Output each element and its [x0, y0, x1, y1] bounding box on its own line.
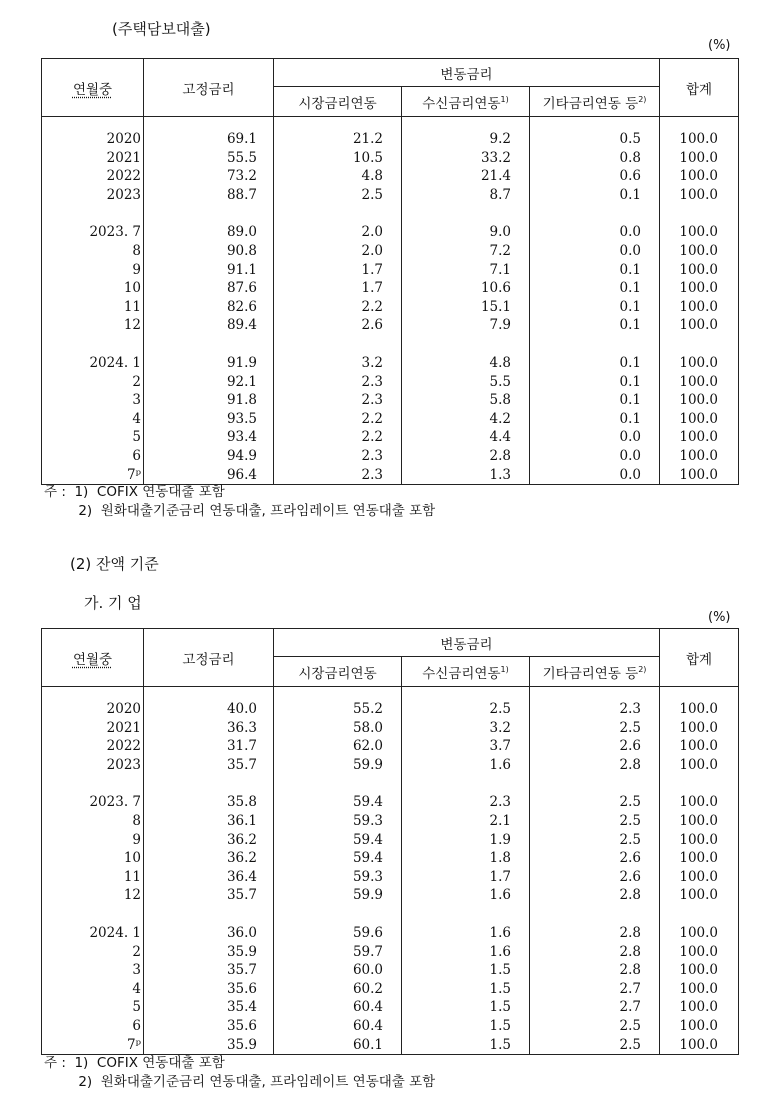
cell-fixed: 35.6: [144, 980, 274, 999]
header-market: 시장금리연동: [274, 657, 402, 687]
cell-fixed: 35.4: [144, 998, 274, 1017]
section1-note-1: 주 : 1) COFIX 연동대출 포함: [44, 484, 225, 500]
cell-period: 9: [42, 261, 144, 280]
cell-deposit: 1.5: [402, 1017, 530, 1036]
cell-deposit: 1.3: [402, 466, 530, 485]
cell-other: 0.0: [530, 428, 660, 447]
cell-period: 2023: [42, 756, 144, 775]
section1-title: (주택담보대출): [112, 20, 211, 38]
cell-other: 2.5: [530, 1017, 660, 1036]
cell-other: 0.1: [530, 298, 660, 317]
cell-total: 100.0: [660, 391, 739, 410]
table-row: [42, 186, 739, 205]
cell-fixed: 91.1: [144, 261, 274, 280]
header-other: 기타금리연동 등$^{2)}$: [530, 87, 660, 117]
cell-market: 59.3: [274, 812, 402, 831]
cell-fixed: 87.6: [144, 279, 274, 298]
footnote-1-mark: 1): [500, 664, 509, 674]
table-row: [42, 316, 739, 335]
spacer-row: [42, 905, 739, 924]
cell-market: 59.4: [274, 793, 402, 812]
cell-fixed: 36.3: [144, 719, 274, 738]
cell-market: 60.0: [274, 961, 402, 980]
cell-deposit: 1.5: [402, 998, 530, 1017]
table-row: [42, 849, 739, 868]
cell-deposit: 4.2: [402, 410, 530, 429]
cell-total: 100.0: [660, 1017, 739, 1036]
cell-fixed: 40.0: [144, 700, 274, 719]
cell-other: 2.8: [530, 924, 660, 943]
header-deposit: 수신금리연동$^{1)}$: [402, 657, 530, 687]
cell-total: 100.0: [660, 410, 739, 429]
cell-market: 10.5: [274, 149, 402, 168]
cell-deposit: 15.1: [402, 298, 530, 317]
cell-period: 6: [42, 1017, 144, 1036]
cell-period: 2023. 7: [42, 793, 144, 812]
cell-total: 100.0: [660, 849, 739, 868]
cell-period: 4: [42, 410, 144, 429]
cell-total: 100.0: [660, 428, 739, 447]
table-row: [42, 700, 739, 719]
cell-total: 100.0: [660, 886, 739, 905]
cell-fixed: 35.9: [144, 1036, 274, 1055]
cell-total: 100.0: [660, 466, 739, 485]
cell-period: 2022: [42, 167, 144, 186]
cell-market: 59.6: [274, 924, 402, 943]
spacer-row: [42, 335, 739, 354]
cell-deposit: 1.6: [402, 943, 530, 962]
cell-other: 2.5: [530, 793, 660, 812]
cell-other: 2.5: [530, 719, 660, 738]
cell-other: 2.7: [530, 998, 660, 1017]
table-row: [42, 130, 739, 149]
corporate-table: [41, 628, 739, 1055]
cell-other: 2.6: [530, 868, 660, 887]
cell-deposit: 1.5: [402, 980, 530, 999]
cell-other: 0.1: [530, 373, 660, 392]
mortgage-table: [41, 58, 739, 485]
table-row: [42, 998, 739, 1017]
cell-market: 60.1: [274, 1036, 402, 1055]
header-period: 연월중: [42, 629, 144, 687]
cell-other: 0.1: [530, 391, 660, 410]
cell-fixed: 35.7: [144, 961, 274, 980]
cell-deposit: 1.6: [402, 886, 530, 905]
cell-deposit: 5.8: [402, 391, 530, 410]
cell-market: 2.0: [274, 223, 402, 242]
cell-period: 2021: [42, 719, 144, 738]
table-row: [42, 447, 739, 466]
table-row: [42, 354, 739, 373]
cell-other: 2.8: [530, 756, 660, 775]
cell-period: 2024. 1: [42, 924, 144, 943]
cell-fixed: 36.4: [144, 868, 274, 887]
section1-unit: (%): [708, 38, 731, 53]
table-row: [42, 980, 739, 999]
table-row: [42, 410, 739, 429]
cell-period: 7ᵖ: [42, 466, 144, 485]
cell-period: 5: [42, 998, 144, 1017]
cell-other: 0.1: [530, 316, 660, 335]
cell-fixed: 91.8: [144, 391, 274, 410]
cell-period: 8: [42, 242, 144, 261]
header-other: 기타금리연동 등$^{2)}$: [530, 657, 660, 687]
cell-period: 11: [42, 298, 144, 317]
cell-total: 100.0: [660, 354, 739, 373]
cell-deposit: 1.8: [402, 849, 530, 868]
cell-deposit: 2.3: [402, 793, 530, 812]
table-row: [42, 943, 739, 962]
cell-deposit: 1.5: [402, 961, 530, 980]
table-row: [42, 831, 739, 850]
cell-market: 2.5: [274, 186, 402, 205]
header-fixed: 고정금리: [144, 59, 274, 117]
table-row: [42, 149, 739, 168]
cell-period: 2: [42, 373, 144, 392]
cell-fixed: 35.7: [144, 756, 274, 775]
cell-fixed: 35.7: [144, 886, 274, 905]
cell-deposit: 10.6: [402, 279, 530, 298]
section2-note-1: 주 : 1) COFIX 연동대출 포함: [44, 1055, 225, 1071]
cell-market: 2.3: [274, 447, 402, 466]
table-body: [42, 687, 739, 1055]
cell-other: 0.0: [530, 447, 660, 466]
header-period: 연월중: [42, 59, 144, 117]
table-row: [42, 812, 739, 831]
cell-deposit: 9.2: [402, 130, 530, 149]
cell-other: 0.0: [530, 466, 660, 485]
cell-fixed: 69.1: [144, 130, 274, 149]
cell-market: 60.2: [274, 980, 402, 999]
cell-period: 2020: [42, 130, 144, 149]
cell-market: 2.2: [274, 298, 402, 317]
spacer-row: [42, 204, 739, 223]
cell-total: 100.0: [660, 149, 739, 168]
table-row: [42, 737, 739, 756]
table-row: [42, 868, 739, 887]
cell-deposit: 1.5: [402, 1036, 530, 1055]
table-body: [42, 117, 739, 485]
cell-market: 59.7: [274, 943, 402, 962]
cell-fixed: 90.8: [144, 242, 274, 261]
footnote-2-mark: 2): [638, 664, 647, 674]
cell-other: 0.1: [530, 186, 660, 205]
cell-other: 2.5: [530, 1036, 660, 1055]
cell-deposit: 3.7: [402, 737, 530, 756]
cell-period: 2: [42, 943, 144, 962]
header-market: 시장금리연동: [274, 87, 402, 117]
cell-period: 7ᵖ: [42, 1036, 144, 1055]
cell-deposit: 21.4: [402, 167, 530, 186]
cell-fixed: 82.6: [144, 298, 274, 317]
cell-deposit: 1.6: [402, 756, 530, 775]
section2-unit: (%): [708, 610, 731, 625]
table-row: [42, 279, 739, 298]
cell-total: 100.0: [660, 223, 739, 242]
cell-other: 0.0: [530, 223, 660, 242]
cell-market: 60.4: [274, 998, 402, 1017]
cell-market: 59.4: [274, 831, 402, 850]
cell-deposit: 4.4: [402, 428, 530, 447]
cell-other: 0.8: [530, 149, 660, 168]
table-row: [42, 793, 739, 812]
cell-market: 2.2: [274, 428, 402, 447]
cell-fixed: 55.5: [144, 149, 274, 168]
cell-total: 100.0: [660, 130, 739, 149]
cell-total: 100.0: [660, 998, 739, 1017]
cell-total: 100.0: [660, 961, 739, 980]
cell-period: 10: [42, 849, 144, 868]
cell-market: 59.9: [274, 756, 402, 775]
table-row: [42, 1017, 739, 1036]
cell-other: 2.8: [530, 943, 660, 962]
cell-deposit: 4.8: [402, 354, 530, 373]
cell-other: 0.6: [530, 167, 660, 186]
header-total: 합계: [660, 629, 739, 687]
cell-total: 100.0: [660, 831, 739, 850]
table-row: [42, 924, 739, 943]
cell-market: 4.8: [274, 167, 402, 186]
cell-deposit: 7.1: [402, 261, 530, 280]
cell-market: 2.3: [274, 373, 402, 392]
cell-market: 21.2: [274, 130, 402, 149]
cell-deposit: 8.7: [402, 186, 530, 205]
header-floating: 변동금리: [274, 629, 660, 657]
cell-deposit: 3.2: [402, 719, 530, 738]
section2-note-2: 2) 원화대출기준금리 연동대출, 프라임레이트 연동대출 포함: [44, 1074, 436, 1090]
cell-market: 1.7: [274, 261, 402, 280]
table-row: [42, 298, 739, 317]
cell-fixed: 93.5: [144, 410, 274, 429]
cell-market: 3.2: [274, 354, 402, 373]
cell-fixed: 96.4: [144, 466, 274, 485]
cell-deposit: 2.5: [402, 700, 530, 719]
cell-other: 2.6: [530, 849, 660, 868]
cell-market: 59.9: [274, 886, 402, 905]
cell-total: 100.0: [660, 373, 739, 392]
cell-total: 100.0: [660, 1036, 739, 1055]
cell-market: 2.6: [274, 316, 402, 335]
cell-fixed: 35.8: [144, 793, 274, 812]
spacer-row: [42, 687, 739, 701]
cell-market: 2.2: [274, 410, 402, 429]
table-row: [42, 756, 739, 775]
cell-fixed: 36.1: [144, 812, 274, 831]
cell-total: 100.0: [660, 980, 739, 999]
cell-fixed: 36.2: [144, 849, 274, 868]
spacer-row: [42, 774, 739, 793]
cell-deposit: 9.0: [402, 223, 530, 242]
footnote-2-mark: 2): [638, 94, 647, 104]
cell-deposit: 2.1: [402, 812, 530, 831]
cell-total: 100.0: [660, 447, 739, 466]
section2-subheading: 가. 기 업: [84, 594, 142, 612]
cell-market: 59.4: [274, 849, 402, 868]
footnote-1-mark: 1): [500, 94, 509, 104]
cell-total: 100.0: [660, 700, 739, 719]
cell-fixed: 92.1: [144, 373, 274, 392]
cell-total: 100.0: [660, 868, 739, 887]
cell-fixed: 89.0: [144, 223, 274, 242]
cell-other: 2.5: [530, 831, 660, 850]
cell-other: 0.1: [530, 261, 660, 280]
cell-fixed: 91.9: [144, 354, 274, 373]
cell-market: 59.3: [274, 868, 402, 887]
cell-deposit: 2.8: [402, 447, 530, 466]
cell-period: 3: [42, 391, 144, 410]
cell-total: 100.0: [660, 793, 739, 812]
cell-period: 2021: [42, 149, 144, 168]
table-row: [42, 391, 739, 410]
cell-other: 0.1: [530, 279, 660, 298]
cell-deposit: 1.9: [402, 831, 530, 850]
cell-other: 2.7: [530, 980, 660, 999]
cell-fixed: 36.2: [144, 831, 274, 850]
cell-period: 6: [42, 447, 144, 466]
cell-total: 100.0: [660, 756, 739, 775]
cell-period: 4: [42, 980, 144, 999]
table-row: [42, 961, 739, 980]
cell-market: 62.0: [274, 737, 402, 756]
cell-fixed: 88.7: [144, 186, 274, 205]
cell-period: 9: [42, 831, 144, 850]
cell-total: 100.0: [660, 719, 739, 738]
cell-total: 100.0: [660, 924, 739, 943]
cell-other: 2.6: [530, 737, 660, 756]
cell-other: 0.5: [530, 130, 660, 149]
cell-period: 2022: [42, 737, 144, 756]
header-total: 합계: [660, 59, 739, 117]
cell-other: 2.8: [530, 886, 660, 905]
cell-other: 2.3: [530, 700, 660, 719]
cell-total: 100.0: [660, 298, 739, 317]
cell-fixed: 94.9: [144, 447, 274, 466]
cell-fixed: 35.9: [144, 943, 274, 962]
table-row: [42, 719, 739, 738]
cell-other: 0.1: [530, 354, 660, 373]
cell-market: 1.7: [274, 279, 402, 298]
table-row: [42, 886, 739, 905]
cell-period: 10: [42, 279, 144, 298]
table-row: [42, 373, 739, 392]
cell-other: 0.0: [530, 242, 660, 261]
cell-market: 58.0: [274, 719, 402, 738]
cell-period: 8: [42, 812, 144, 831]
section1-note-2: 2) 원화대출기준금리 연동대출, 프라임레이트 연동대출 포함: [44, 503, 436, 519]
cell-deposit: 7.9: [402, 316, 530, 335]
cell-period: 2020: [42, 700, 144, 719]
table-row: [42, 242, 739, 261]
cell-period: 2023: [42, 186, 144, 205]
cell-period: 12: [42, 316, 144, 335]
cell-period: 2024. 1: [42, 354, 144, 373]
cell-market: 2.0: [274, 242, 402, 261]
cell-period: 11: [42, 868, 144, 887]
section2-heading: (2) 잔액 기준: [70, 555, 159, 573]
table-row: [42, 223, 739, 242]
cell-fixed: 93.4: [144, 428, 274, 447]
cell-market: 55.2: [274, 700, 402, 719]
table-row: [42, 167, 739, 186]
cell-total: 100.0: [660, 316, 739, 335]
cell-deposit: 33.2: [402, 149, 530, 168]
cell-period: 12: [42, 886, 144, 905]
cell-fixed: 89.4: [144, 316, 274, 335]
cell-total: 100.0: [660, 167, 739, 186]
cell-total: 100.0: [660, 737, 739, 756]
cell-market: 2.3: [274, 391, 402, 410]
cell-total: 100.0: [660, 261, 739, 280]
header-floating: 변동금리: [274, 59, 660, 87]
cell-fixed: 36.0: [144, 924, 274, 943]
cell-total: 100.0: [660, 943, 739, 962]
cell-total: 100.0: [660, 242, 739, 261]
cell-deposit: 7.2: [402, 242, 530, 261]
cell-deposit: 1.6: [402, 924, 530, 943]
cell-total: 100.0: [660, 186, 739, 205]
cell-total: 100.0: [660, 279, 739, 298]
cell-period: 5: [42, 428, 144, 447]
spacer-row: [42, 117, 739, 131]
cell-other: 2.5: [530, 812, 660, 831]
cell-market: 2.3: [274, 466, 402, 485]
cell-total: 100.0: [660, 812, 739, 831]
cell-deposit: 1.7: [402, 868, 530, 887]
cell-other: 0.1: [530, 410, 660, 429]
cell-market: 60.4: [274, 1017, 402, 1036]
cell-fixed: 73.2: [144, 167, 274, 186]
cell-period: 3: [42, 961, 144, 980]
table-row: [42, 428, 739, 447]
cell-fixed: 31.7: [144, 737, 274, 756]
cell-deposit: 5.5: [402, 373, 530, 392]
cell-other: 2.8: [530, 961, 660, 980]
cell-fixed: 35.6: [144, 1017, 274, 1036]
header-fixed: 고정금리: [144, 629, 274, 687]
header-deposit: 수신금리연동$^{1)}$: [402, 87, 530, 117]
table-row: [42, 261, 739, 280]
cell-period: 2023. 7: [42, 223, 144, 242]
